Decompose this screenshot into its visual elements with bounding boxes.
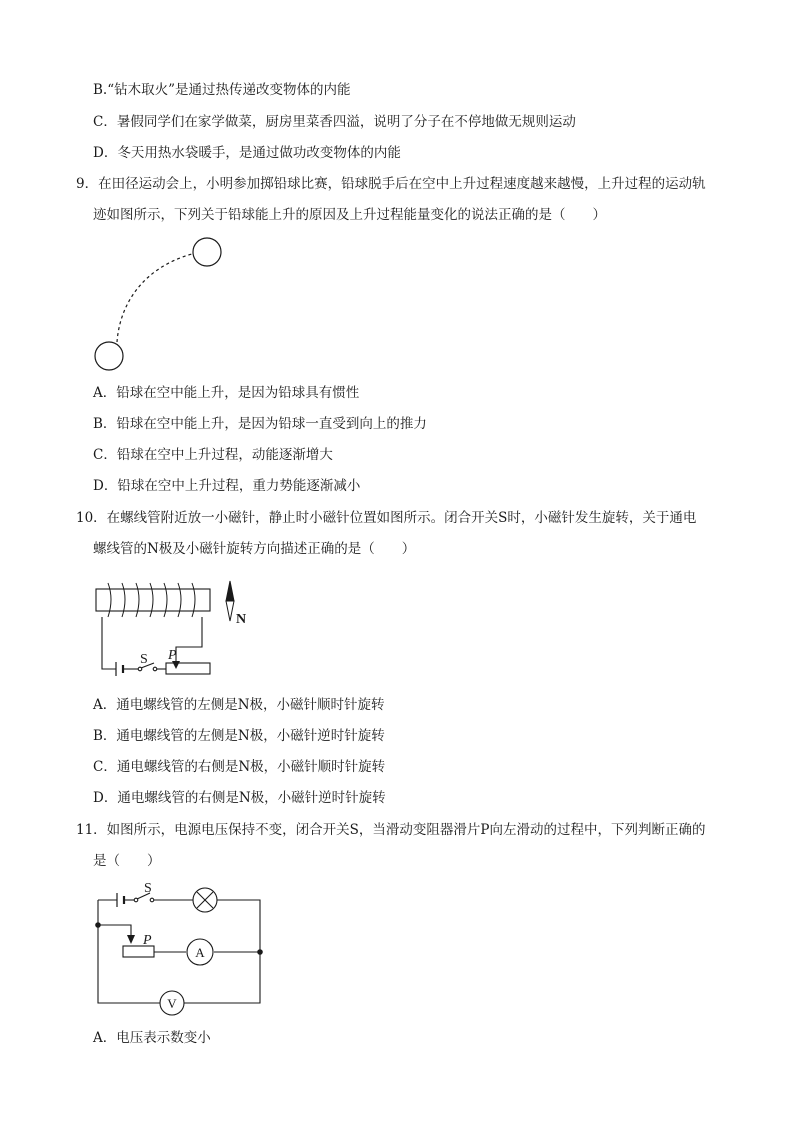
- q9-option-a: A．铅球在空中能上升，是因为铅球具有惯性: [93, 385, 360, 401]
- label-voltmeter: V: [167, 996, 177, 1011]
- label-n: N: [236, 612, 247, 627]
- label-s: S: [140, 652, 148, 667]
- q10-option-a: A．通电螺线管的左侧是N极，小磁针顺时针旋转: [93, 697, 385, 713]
- q9-option-d: D．铅球在空中上升过程，重力势能逐渐减小: [93, 478, 361, 494]
- label-p: P: [168, 648, 177, 663]
- q10-option-c: C．通电螺线管的右侧是N极，小磁针顺时针旋转: [93, 759, 386, 775]
- trajectory-path: [117, 254, 192, 342]
- junction-right: [257, 949, 263, 955]
- q11-option-a: A．电压表示数变小: [93, 1030, 211, 1046]
- q10-option-d: D．通电螺线管的右侧是N极，小磁针逆时针旋转: [93, 790, 386, 806]
- magnetic-needle: [226, 581, 234, 621]
- q9-option-c: C．铅球在空中上升过程，动能逐渐增大: [93, 447, 333, 463]
- q10-solenoid-figure: [90, 577, 270, 687]
- lamp-icon: [193, 888, 217, 912]
- shot-put-top: [193, 238, 221, 266]
- q11-circuit-figure: [90, 878, 270, 1018]
- shot-put-bottom: [95, 342, 123, 370]
- q10-stem-line1: 10．在螺线管附近放一小磁针，静止时小磁针位置如图所示。闭合开关S时，小磁针发生旋转，关于通电: [76, 510, 697, 526]
- q11-stem-line1: 11．如图所示，电源电压保持不变，闭合开关S，当滑动变阻器滑片P向左滑动的过程中，下列判断正确的: [76, 822, 706, 838]
- q11-stem-line2: 是（ ）: [93, 853, 161, 869]
- label-ammeter: A: [195, 945, 205, 960]
- q10-option-b: B．通电螺线管的左侧是N极，小磁针逆时针旋转: [93, 728, 385, 744]
- circuit-wires: [102, 617, 202, 669]
- q9-option-b: B．铅球在空中能上升，是因为铅球一直受到向上的推力: [93, 416, 427, 432]
- battery-icon: [116, 662, 123, 676]
- circuit-wires: [98, 900, 260, 1003]
- battery-icon: [117, 893, 124, 907]
- option-b-prev: B.“钻木取火”是通过热传递改变物体的内能: [93, 82, 351, 98]
- label-p: P: [143, 933, 152, 948]
- q9-stem-line2: 迹如图所示，下列关于铅球能上升的原因及上升过程能量变化的说法正确的是（ ）: [93, 207, 606, 223]
- label-s: S: [144, 881, 152, 896]
- q10-stem-line2: 螺线管的N极及小磁针旋转方向描述正确的是（ ）: [93, 541, 416, 557]
- q9-stem-line1: 9．在田径运动会上，小明参加掷铅球比赛，铅球脱手后在空中上升过程速度越来越慢，上升过程的运动轨: [76, 176, 706, 192]
- rheostat: [166, 663, 210, 674]
- solenoid-coil: [108, 583, 195, 617]
- slider-arrow: [127, 935, 135, 944]
- option-c-prev: C．暑假同学们在家学做菜，厨房里菜香四溢，说明了分子在不停地做无规则运动: [93, 114, 576, 130]
- q9-trajectory-figure: [90, 232, 250, 372]
- option-d-prev: D．冬天用热水袋暖手，是通过做功改变物体的内能: [93, 145, 401, 161]
- junction-left: [95, 922, 101, 928]
